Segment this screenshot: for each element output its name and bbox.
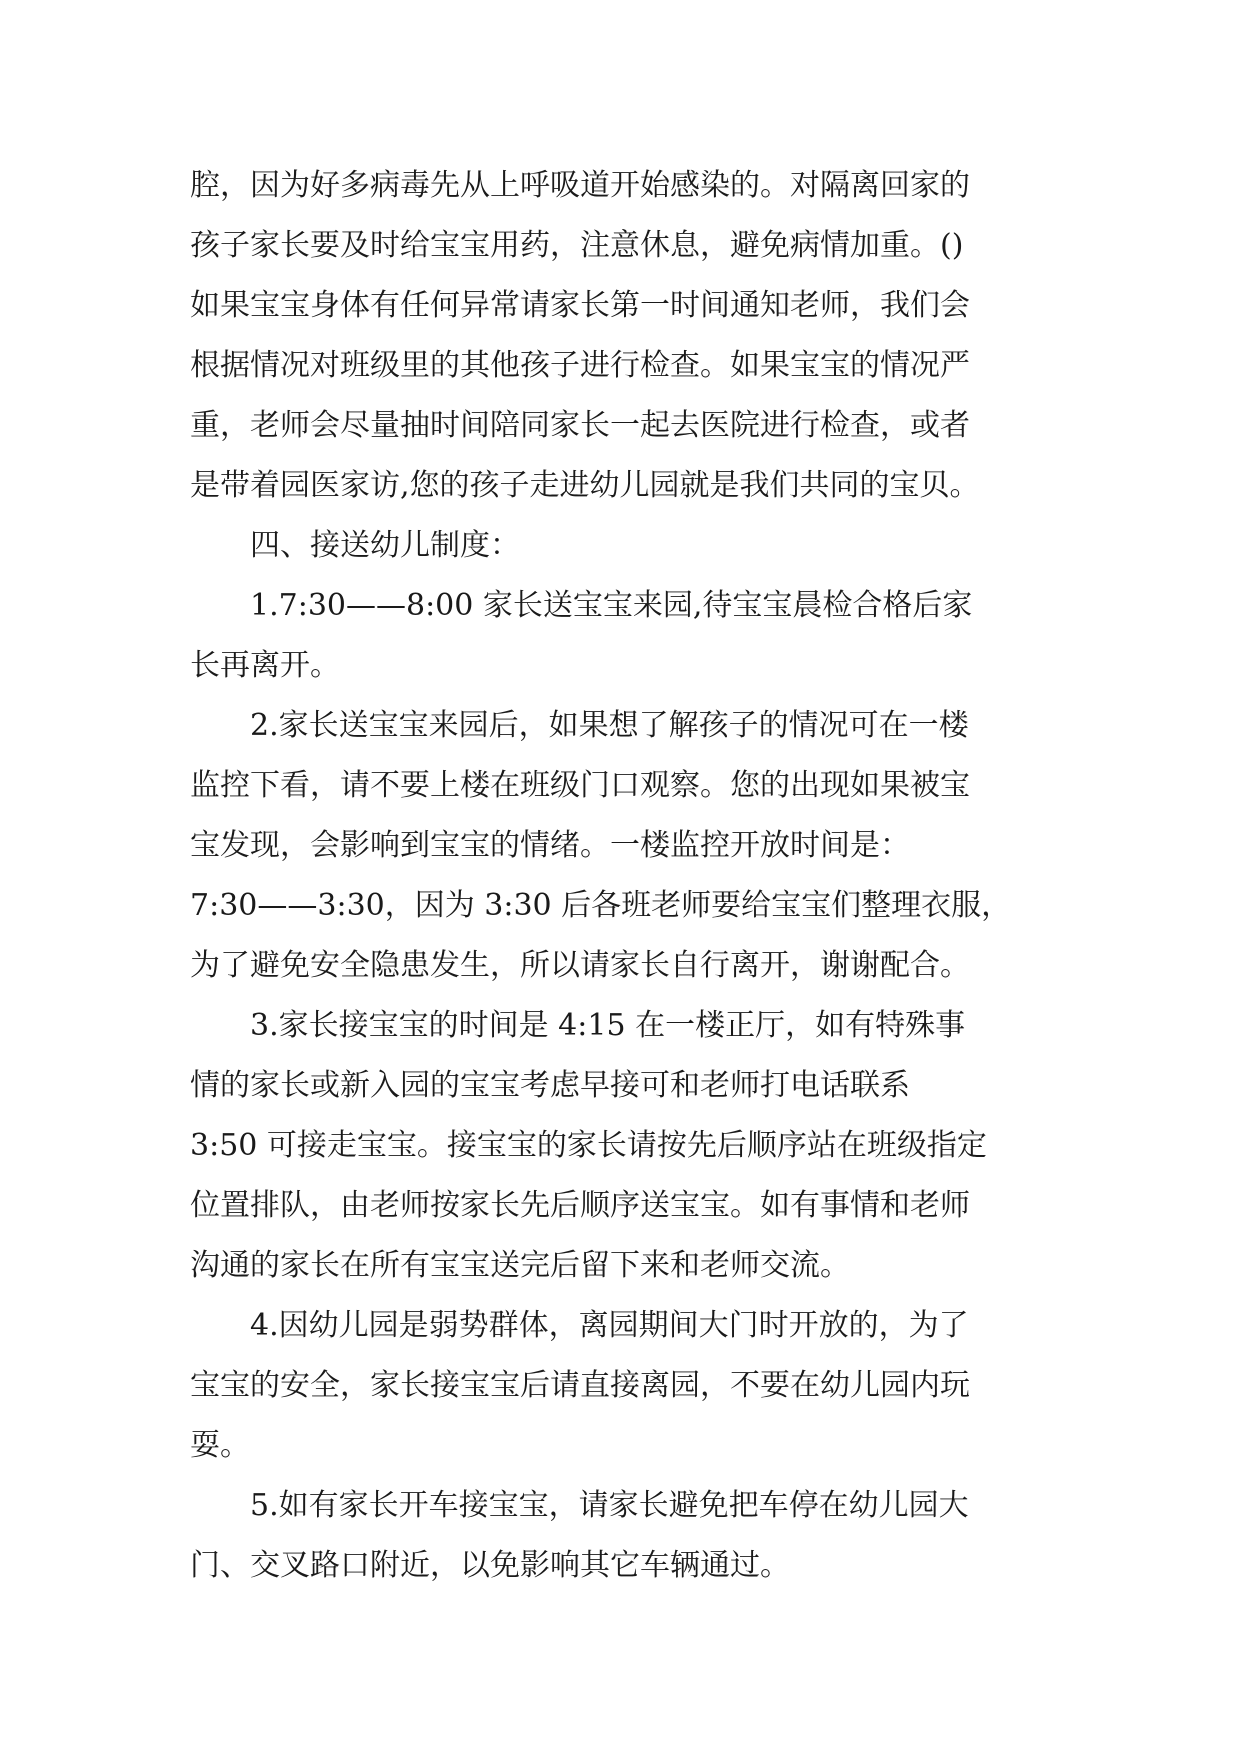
text-line: 3:50 可接走宝宝。接宝宝的家长请按先后顺序站在班级指定 (190, 1128, 987, 1163)
text-line: 孩子家长要及时给宝宝用药，注意休息，避免病情加重。() (190, 228, 964, 263)
text-line: 耍。 (190, 1428, 250, 1463)
text-line: 位置排队，由老师按家长先后顺序送宝宝。如有事情和老师 (190, 1188, 970, 1223)
text-line: 7:30——3:30，因为 3:30 后各班老师要给宝宝们整理衣服， (190, 888, 1012, 923)
list-item-2: 2.家长送宝宝来园后，如果想了解孩子的情况可在一楼 (250, 708, 969, 743)
text-line: 腔，因为好多病毒先从上呼吸道开始感染的。对隔离回家的 (190, 168, 970, 203)
list-item-3: 3.家长接宝宝的时间是 4:15 在一楼正厅，如有特殊事 (250, 1008, 966, 1043)
text-line: 是带着园医家访,您的孩子走进幼儿园就是我们共同的宝贝。 (190, 468, 980, 503)
list-item-4: 4.因幼儿园是弱势群体，离园期间大门时开放的，为了 (250, 1308, 969, 1343)
text-line: 门、交叉路口附近，以免影响其它车辆通过。 (190, 1548, 790, 1583)
list-item-1: 1.7:30——8:00 家长送宝宝来园,待宝宝晨检合格后家 (250, 588, 973, 623)
text-line: 情的家长或新入园的宝宝考虑早接可和老师打电话联系 (190, 1068, 910, 1103)
text-line: 为了避免安全隐患发生，所以请家长自行离开，谢谢配合。 (190, 948, 970, 983)
text-line: 如果宝宝身体有任何异常请家长第一时间通知老师，我们会 (190, 288, 970, 323)
text-line: 宝宝的安全，家长接宝宝后请直接离园，不要在幼儿园内玩 (190, 1368, 970, 1403)
text-line: 监控下看，请不要上楼在班级门口观察。您的出现如果被宝 (190, 768, 970, 803)
text-line: 沟通的家长在所有宝宝送完后留下来和老师交流。 (190, 1248, 850, 1283)
text-line: 宝发现，会影响到宝宝的情绪。一楼监控开放时间是： (190, 828, 910, 863)
list-item-5: 5.如有家长开车接宝宝，请家长避免把车停在幼儿园大 (250, 1488, 969, 1523)
section-heading: 四、接送幼儿制度： (250, 528, 520, 563)
text-line: 长再离开。 (190, 648, 340, 683)
text-line: 根据情况对班级里的其他孩子进行检查。如果宝宝的情况严 (190, 348, 970, 383)
text-line: 重，老师会尽量抽时间陪同家长一起去医院进行检查，或者 (190, 408, 970, 443)
